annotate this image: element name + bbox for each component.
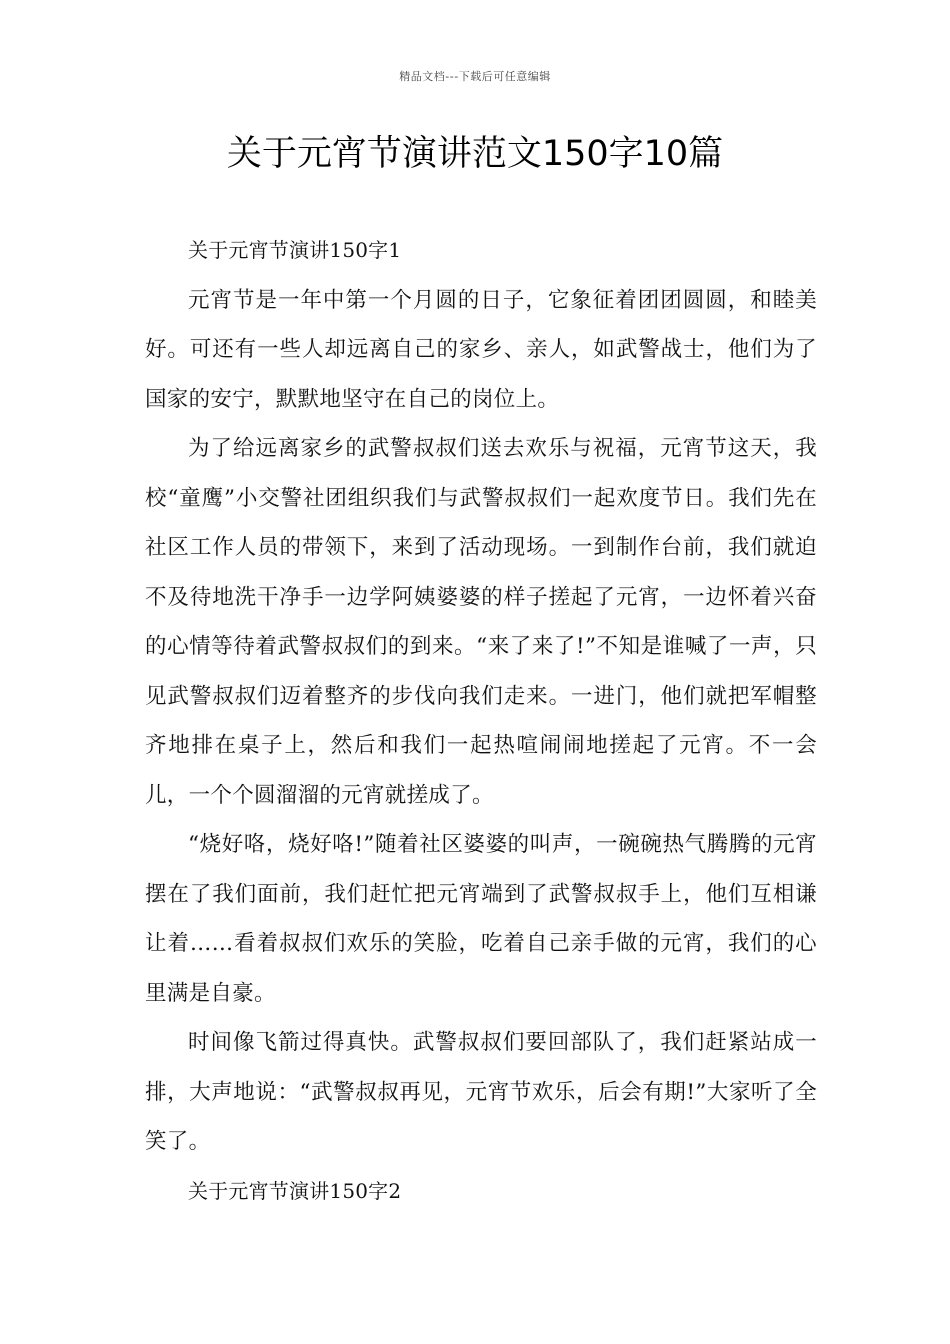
paragraph: 元宵节是一年中第一个月圆的日子，它象征着团团圆圆，和睦美好。可还有一些人却远离自己的家乡、亲人，如武警战士，他们为了国家的安宁，默默地坚守在自己的岗位上。 [145,287,817,412]
document-title: 关于元宵节演讲范文150字10篇 [226,134,724,174]
paragraph: 时间像飞箭过得真快。武警叔叔们要回部队了，我们赶紧站成一排，大声地说：“武警叔叔再见，元宵节欢乐，后会有期!”大家听了全笑了。 [145,1030,817,1154]
header-note: 精品文档---下载后可任意编辑 [399,70,551,83]
section-heading: 关于元宵节演讲150字2 [188,1178,402,1203]
document-body [145,226,817,1216]
paragraph: “烧好咯，烧好咯!”随着社区婆婆的叫声，一碗碗热气腾腾的元宵摆在了我们面前，我们赶忙把元宵端到了武警叔叔手上，他们互相谦让着……看着叔叔们欢乐的笑脸，吃着自己亲手做的元宵，我们的心里满是自豪。 [145,832,817,1006]
paragraph: 为了给远离家乡的武警叔叔们送去欢乐与祝福，元宵节这天，我校“童鹰”小交警社团组织我们与武警叔叔们一起欢度节日。我们先在社区工作人员的带领下，来到了活动现场。一到制作台前，我们就迫不及待地洗干净手一边学阿姨婆婆的样子搓起了元宵，一边怀着兴奋的心情等待着武警叔叔们的到来。“来了来了!”不知是谁喊了一声，只见武警叔叔们迈着整齐的步伐向我们走来。一进门，他们就把军帽整齐地排在桌子上，然后和我们一起热喧闹闹地搓起了元宵。不一会儿，一个个圆溜溜的元宵就搓成了。 [145,436,817,808]
section-heading: 关于元宵节演讲150字1 [188,238,402,262]
